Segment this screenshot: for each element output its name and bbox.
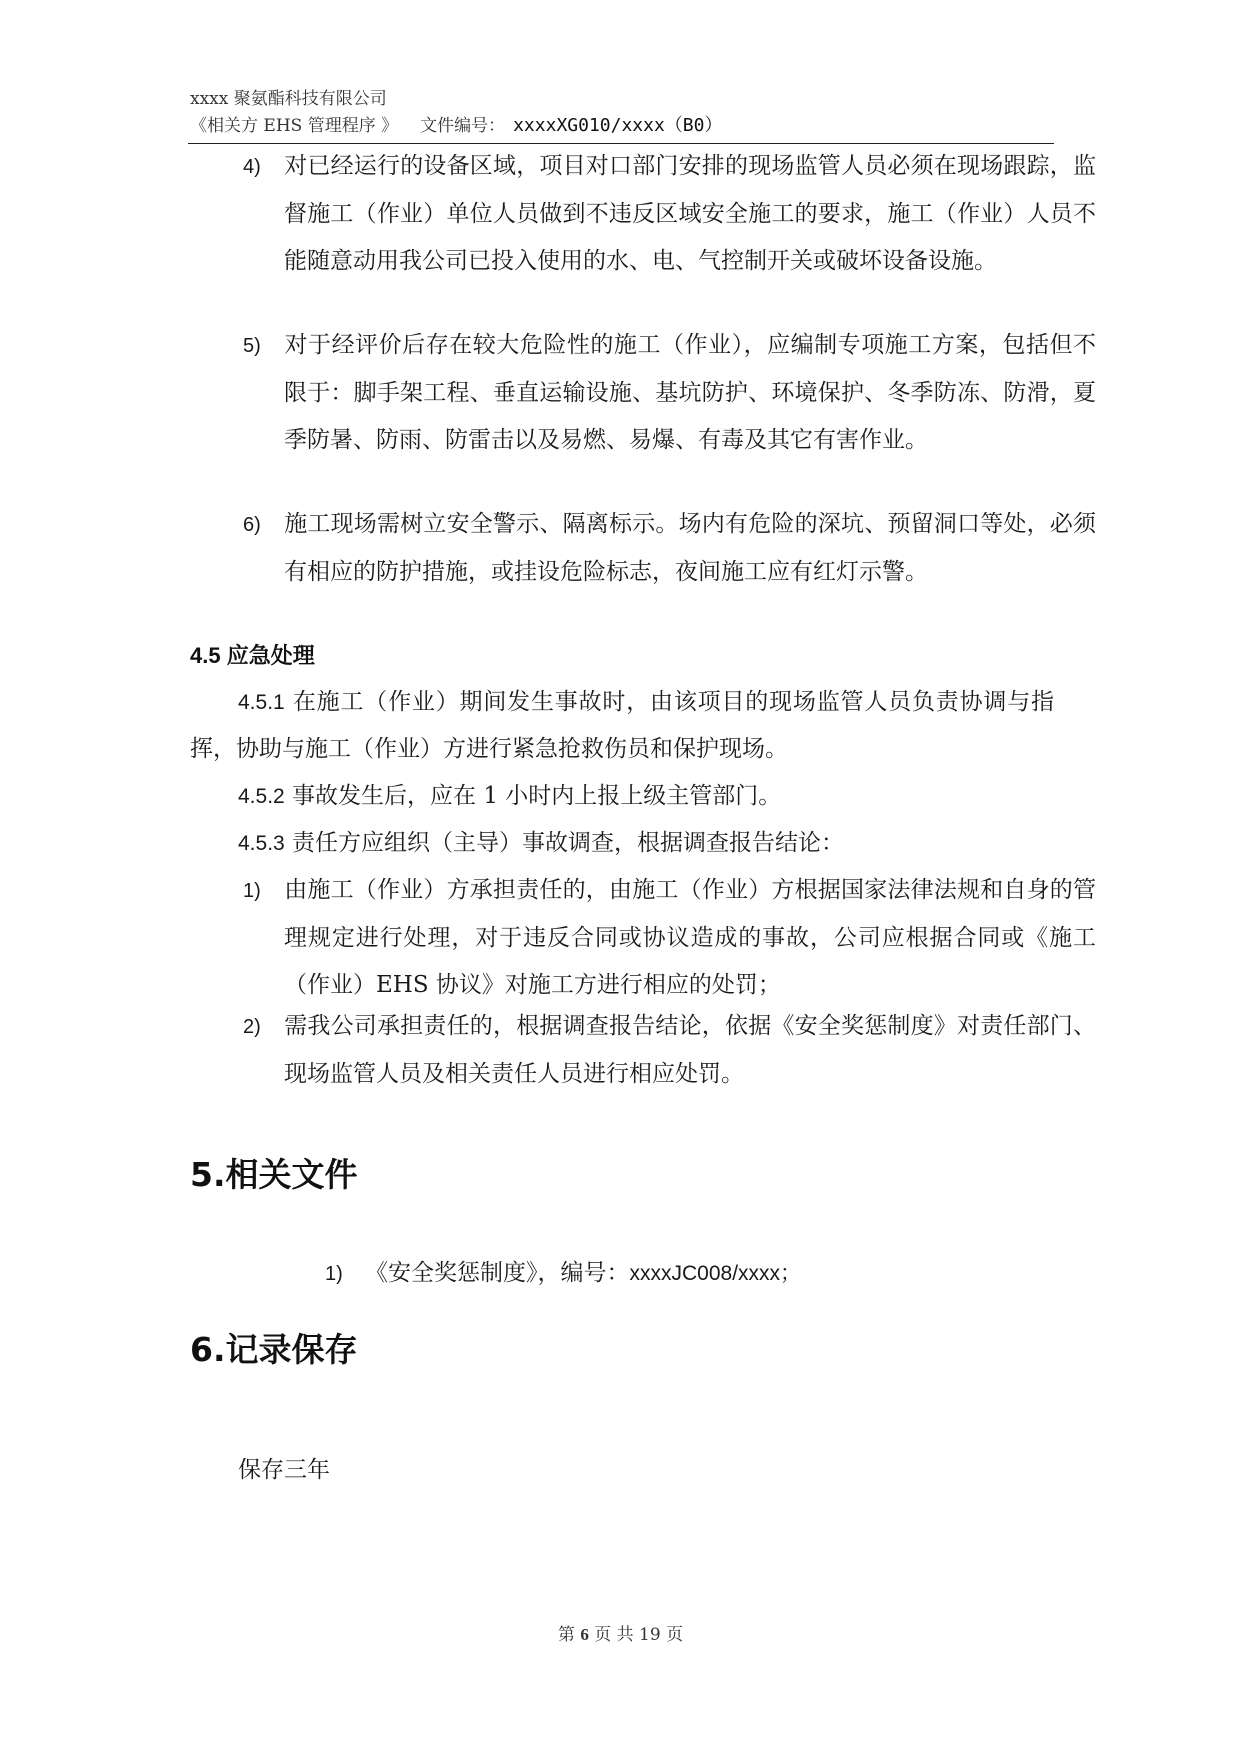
retention-text: 保存三年 xyxy=(238,1457,330,1483)
page-footer xyxy=(0,1624,1241,1646)
paragraph-4-5-1 xyxy=(190,679,1054,773)
section-heading-6: 6.记录保存 xyxy=(190,1330,358,1369)
list-item-number: 2) xyxy=(243,1016,261,1038)
clause-text: 事故发生后，应在 1 小时内上报上级主管部门。 xyxy=(292,783,782,809)
clause-number: 4.5.3 xyxy=(238,832,285,855)
list-item-number: 1) xyxy=(325,1263,343,1285)
reference-code: xxxxJC008/xxxx； xyxy=(629,1262,802,1285)
list-item-number: 1) xyxy=(243,880,261,902)
paragraph-4-5-3 xyxy=(190,820,1054,867)
list-item-text: 对于经评价后存在较大危险性的施工（作业），应编制专项施工方案，包括但不限于：脚手架工程、垂直运输设施、基坑防护、环境保护、冬季防冻、防滑，夏季防暑、防雨、防雷击以及易燃、易爆、有毒及其它有害作业。 xyxy=(284,332,1096,453)
list-item-number: 5) xyxy=(243,335,261,357)
header-doc-no: xxxxXG010/xxxx（B0） xyxy=(513,115,723,136)
list-item-text: 施工现场需树立安全警示、隔离标示。场内有危险的深坑、预留洞口等处，必须有相应的防护措施，或挂设危险标志，夜间施工应有红灯示警。 xyxy=(284,511,1096,585)
list-item-number: 4) xyxy=(243,156,261,178)
section-title: 应急处理 xyxy=(226,644,315,669)
list-item-number: 6) xyxy=(243,514,261,536)
list-item xyxy=(243,867,1096,1009)
header-company: xxxx 聚氨酯科技有限公司 xyxy=(190,89,387,109)
list-item-text: 由施工（作业）方承担责任的，由施工（作业）方根据国家法律法规和自身的管理规定进行处理，对于违反合同或协议造成的事故，公司应根据合同或《施工（作业）EHS 协议》对施工方进行相应的处罚； xyxy=(284,877,1096,998)
reference-title: 《安全奖惩制度》，编号： xyxy=(365,1260,630,1286)
header-doc-title: 《相关方 EHS 管理程序 》 xyxy=(190,116,399,136)
header-doc-no-label: 文件编号： xyxy=(420,116,506,136)
header-doc-info xyxy=(190,115,722,137)
list-item xyxy=(243,1003,1096,1098)
list-item-text: 需我公司承担责任的，根据调查报告结论，依据《安全奖惩制度》对责任部门、现场监管人员及相关责任人员进行相应处罚。 xyxy=(284,1013,1096,1087)
paragraph-4-5-2 xyxy=(190,773,1054,820)
section-heading-4-5 xyxy=(190,636,315,677)
clause-text: 责任方应组织（主导）事故调查，根据调查报告结论： xyxy=(292,830,845,856)
clause-number: 4.5.2 xyxy=(238,785,285,808)
list-item-text: 对已经运行的设备区域，项目对口部门安排的现场监管人员必须在现场跟踪，监督施工（作业）单位人员做到不违反区域安全施工的要求，施工（作业）人员不能随意动用我公司已投入使用的水、电、气控制开关或破坏设备设施。 xyxy=(284,153,1096,274)
section-number: 4.5 xyxy=(190,643,221,668)
footer-total-pages: 19 xyxy=(639,1625,661,1645)
clause-text: 在施工（作业）期间发生事故时，由该项目的现场监管人员负责协调与指挥，协助与施工（作业）方进行紧急抢救伤员和保护现场。 xyxy=(190,689,1055,762)
list-item xyxy=(243,501,1096,596)
list-item xyxy=(243,322,1096,464)
footer-prefix: 第 xyxy=(557,1625,575,1645)
footer-suffix: 页 xyxy=(666,1625,684,1645)
list-item xyxy=(243,143,1096,285)
section-heading-5: 5.相关文件 xyxy=(190,1155,358,1194)
clause-number: 4.5.1 xyxy=(238,691,285,714)
footer-page-number: 6 xyxy=(580,1625,589,1644)
footer-middle: 页 共 xyxy=(594,1625,634,1645)
reference-list-item xyxy=(325,1253,801,1294)
